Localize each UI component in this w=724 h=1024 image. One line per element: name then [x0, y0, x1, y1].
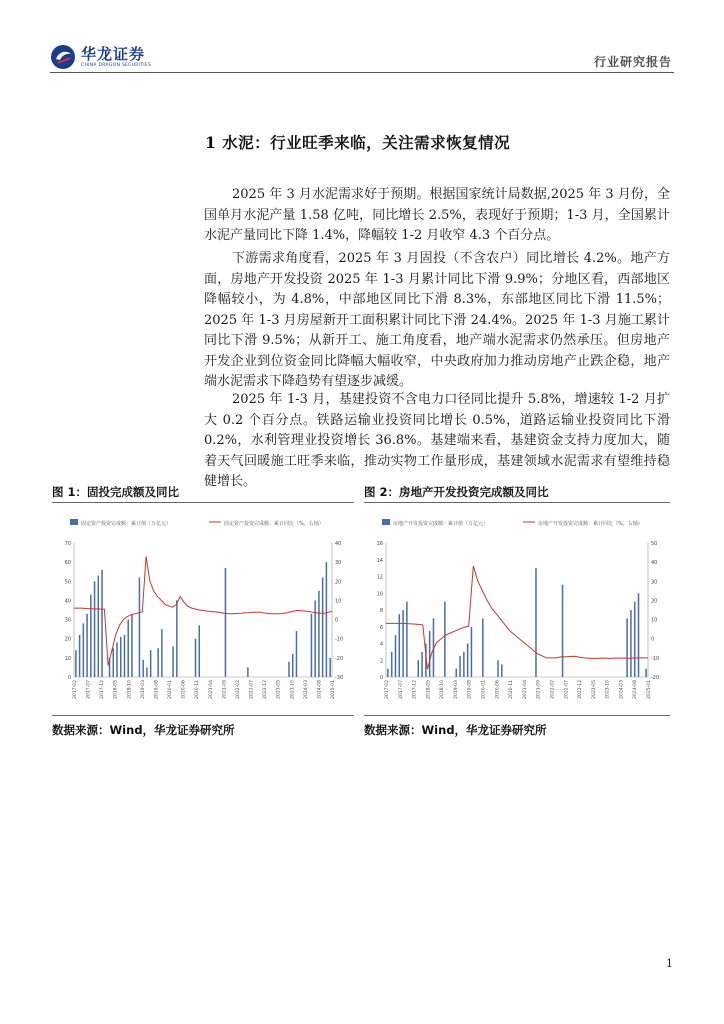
x-tick-label: 2017-12 — [412, 680, 418, 699]
x-tick-label: 2022-07 — [564, 680, 570, 699]
y-left-tick-label: 10 — [376, 591, 383, 598]
bar — [139, 577, 140, 677]
y-left-tick-label: 10 — [64, 655, 71, 662]
y-right-tick-label: -10 — [651, 655, 660, 662]
bar — [124, 635, 125, 677]
y-right-tick-label: 20 — [651, 598, 658, 605]
legend-bar-swatch — [70, 519, 78, 525]
figure-1-title: 图 1：固投完成额及同比 — [52, 485, 180, 499]
company-logo — [50, 44, 151, 70]
y-right-tick-label: 10 — [335, 598, 342, 605]
x-tick-label: 2018-10 — [440, 680, 446, 699]
bar — [296, 631, 297, 677]
x-tick-label: 2022-12 — [578, 680, 584, 699]
legend-bar-swatch — [382, 519, 390, 525]
bar — [157, 648, 158, 677]
logo-name-en: CHINA DRAGON SECURITIES — [81, 63, 152, 68]
bar — [387, 669, 389, 677]
x-tick-label: 2017-12 — [100, 680, 106, 699]
bar — [391, 652, 393, 677]
x-tick-label: 2020-11 — [509, 680, 515, 699]
bar — [501, 664, 503, 677]
y-right-tick-label: 30 — [335, 560, 342, 567]
bar — [645, 669, 647, 677]
y-right-tick-label: 50 — [651, 541, 658, 547]
bar — [395, 635, 397, 677]
figure-1-chart — [52, 507, 354, 712]
figure-1-bottom-rule — [52, 715, 354, 716]
bar — [463, 652, 465, 677]
bar — [418, 660, 420, 677]
bar — [101, 570, 102, 677]
y-left-tick-label: 8 — [379, 608, 383, 614]
bar — [195, 639, 196, 677]
x-tick-label: 2023-05 — [276, 680, 282, 699]
x-tick-label: 2024-08 — [317, 680, 323, 699]
y-right-tick-label: 0 — [335, 617, 339, 624]
bar — [131, 614, 132, 677]
dragon-logo-icon — [50, 44, 76, 70]
x-tick-label: 2024-03 — [619, 680, 625, 699]
y-left-tick-label: 14 — [376, 557, 383, 564]
header-divider — [50, 72, 674, 73]
y-left-tick-label: 60 — [64, 560, 71, 567]
x-tick-label: 2022-07 — [249, 680, 255, 699]
y-left-tick-label: 12 — [376, 574, 383, 581]
bar — [90, 595, 91, 677]
y-left-tick-label: 0 — [379, 675, 383, 681]
bar — [455, 669, 457, 677]
paragraph: 下游需求角度看，2025 年 3 月固投（不含农户）同比增长 4.2%。地产方面，房地产开发投资 2025 年 1-3 月累计同比下滑 9.9%；分地区看，西部地区降幅较小，为 4.8%，中部地区同比下滑 8.3%，东部地区同比下滑 11.5%；2025 年 1-3 月房屋新开工面积累计同比下滑 24.4%。2025 年 1-3 月施工累计同比下滑 9.5%；从新开工、施工角度看，地产端水泥需求仍然承压。但房地产开发企业到位资金同比降幅大幅收窄，中央政府加力推动房地产止跌企稳，地产端水泥需求下降趋势有望逐步减缓。 — [204, 251, 670, 389]
bar — [638, 593, 640, 677]
x-tick-label: 2017-02 — [73, 680, 78, 699]
bar — [314, 600, 315, 677]
bar — [247, 667, 248, 677]
bar — [318, 591, 319, 677]
x-tick-label: 2023-10 — [605, 680, 611, 699]
bar — [98, 576, 99, 677]
section-title: 1 水泥：行业旺季来临，关注需求恢复情况 — [205, 133, 511, 152]
bar — [127, 620, 128, 677]
bar — [429, 631, 431, 677]
figure-2-chart — [364, 507, 670, 712]
x-tick-label: 2020-06 — [495, 680, 501, 699]
y-left-tick-label: 70 — [64, 541, 71, 547]
bar — [471, 627, 473, 677]
x-tick-label: 2018-05 — [426, 680, 432, 699]
bar — [116, 643, 117, 677]
paragraph: 2025 年 3 月水泥需求好于预期。根据国家统计局数据,2025 年 3 月份，全国单月水泥产量 1.58 亿吨，同比增长 2.5%，表现好于预期；1-3 月，全国累计水泥产量同比下降 1.4%，降幅较 1-2 月收窄 4.3 个百分点。 — [204, 187, 670, 243]
y-right-tick-label: -10 — [335, 636, 344, 643]
bar — [94, 581, 95, 677]
legend-line-label: 固定资产投资完成额：累计同比（%，右轴） — [224, 521, 324, 527]
y-right-tick-label: 40 — [335, 541, 342, 547]
figure-2-source: 数据来源：Wind，华龙证券研究所 — [364, 723, 547, 737]
y-right-tick-label: -20 — [651, 675, 660, 681]
x-tick-label: 2018-10 — [127, 680, 133, 699]
bar — [113, 648, 114, 677]
y-right-tick-label: 30 — [651, 579, 658, 586]
x-tick-label: 2025-01 — [331, 680, 336, 699]
bar — [459, 656, 461, 677]
bar — [75, 650, 76, 677]
bar — [292, 654, 293, 677]
x-tick-label: 2019-08 — [467, 680, 473, 699]
bar — [322, 577, 323, 677]
y-right-tick-label: -30 — [335, 675, 344, 681]
bar — [406, 602, 408, 677]
bar — [176, 600, 177, 677]
bar — [497, 660, 499, 677]
figure-2-bottom-rule — [364, 715, 670, 716]
bar — [329, 658, 330, 677]
bar — [79, 635, 80, 677]
x-tick-label: 2021-04 — [522, 680, 528, 699]
x-tick-label: 2022-12 — [263, 680, 269, 699]
x-tick-label: 2022-02 — [550, 680, 556, 699]
x-tick-label: 2017-07 — [398, 680, 404, 699]
x-tick-label: 2017-07 — [86, 680, 92, 699]
x-tick-label: 2020-11 — [195, 680, 201, 699]
y-right-tick-label: -20 — [335, 655, 344, 662]
y-left-tick-label: 30 — [64, 617, 71, 624]
y-right-tick-label: 20 — [335, 579, 342, 586]
x-tick-label: 2023-05 — [591, 680, 597, 699]
y-right-tick-label: 40 — [651, 560, 658, 567]
x-tick-label: 2024-08 — [633, 680, 639, 699]
bar — [161, 629, 162, 677]
y-left-tick-label: 6 — [379, 624, 383, 631]
bar — [482, 618, 484, 677]
x-tick-label: 2019-03 — [453, 680, 459, 699]
figure-1-source: 数据来源：Wind，华龙证券研究所 — [52, 723, 235, 737]
bar — [311, 614, 312, 677]
bar — [142, 660, 143, 677]
figure-2-top-rule — [364, 502, 670, 503]
x-tick-label: 2018-05 — [113, 680, 119, 699]
y-left-tick-label: 50 — [64, 579, 71, 586]
x-tick-label: 2024-03 — [303, 680, 309, 699]
bar — [288, 662, 289, 677]
bar — [421, 652, 423, 677]
page-number: 1 — [666, 957, 673, 970]
y-right-tick-label: 10 — [651, 617, 658, 624]
bar — [225, 568, 226, 677]
y-left-tick-label: 16 — [376, 541, 383, 547]
bar — [120, 637, 121, 677]
legend-bar-label: 房地产开发投资完成额：累计值（万亿元） — [393, 521, 489, 527]
bar — [172, 646, 173, 677]
y-left-tick-label: 4 — [379, 641, 383, 648]
logo-name-cn: 华龙证券 — [81, 45, 146, 63]
bar — [444, 602, 446, 677]
y-left-tick-label: 40 — [64, 598, 71, 605]
x-tick-label: 2020-01 — [168, 680, 174, 699]
bar — [326, 562, 327, 677]
paragraph: 2025 年 1-3 月，基建投资不含电力口径同比提升 5.8%，增速较 1-2 月扩大 0.2 个百分点。铁路运输业投资同比增长 0.5%，道路运输业投资同比下滑 0.2%，水利管理业投资增长 36.8%。基建端来看，基建资金支持力度加大，随着天气回暖施工旺季来临，推动实物工作量形成，基建领域水泥需求有望维持稳健增长。 — [204, 392, 670, 489]
x-tick-label: 2019-08 — [154, 680, 160, 699]
bar — [402, 610, 404, 677]
x-tick-label: 2021-09 — [536, 680, 542, 699]
x-tick-label: 2021-09 — [222, 680, 228, 699]
bar — [199, 625, 200, 677]
y-left-tick-label: 0 — [67, 675, 71, 681]
legend-bar-label: 固定资产投资完成额：累计值（万亿元） — [81, 521, 172, 527]
x-tick-label: 2022-02 — [235, 680, 241, 699]
bar — [626, 618, 628, 677]
bar — [83, 623, 84, 677]
figure-1-top-rule — [52, 502, 354, 503]
series-line — [386, 566, 648, 669]
x-tick-label: 2025-01 — [647, 680, 652, 699]
bar — [630, 610, 632, 677]
bar — [562, 585, 564, 677]
x-tick-label: 2017-02 — [385, 680, 390, 699]
y-left-tick-label: 2 — [379, 658, 383, 665]
x-tick-label: 2023-10 — [290, 680, 296, 699]
bar — [467, 644, 469, 678]
y-right-tick-label: 0 — [651, 636, 655, 643]
bar — [86, 614, 87, 677]
x-tick-label: 2021-04 — [208, 680, 214, 699]
bar — [146, 667, 147, 677]
legend-line-label: 房地产开发投资完成额：累计同比（%，右轴） — [538, 521, 643, 527]
figure-2-title: 图 2：房地产开发投资完成额及同比 — [364, 485, 549, 499]
y-left-tick-label: 20 — [64, 636, 71, 643]
report-type: 行业研究报告 — [593, 55, 672, 69]
bar — [150, 650, 151, 677]
x-tick-label: 2020-06 — [181, 680, 187, 699]
bar — [634, 602, 636, 677]
x-tick-label: 2019-03 — [140, 680, 146, 699]
bar — [535, 568, 537, 677]
x-tick-label: 2020-01 — [481, 680, 487, 699]
